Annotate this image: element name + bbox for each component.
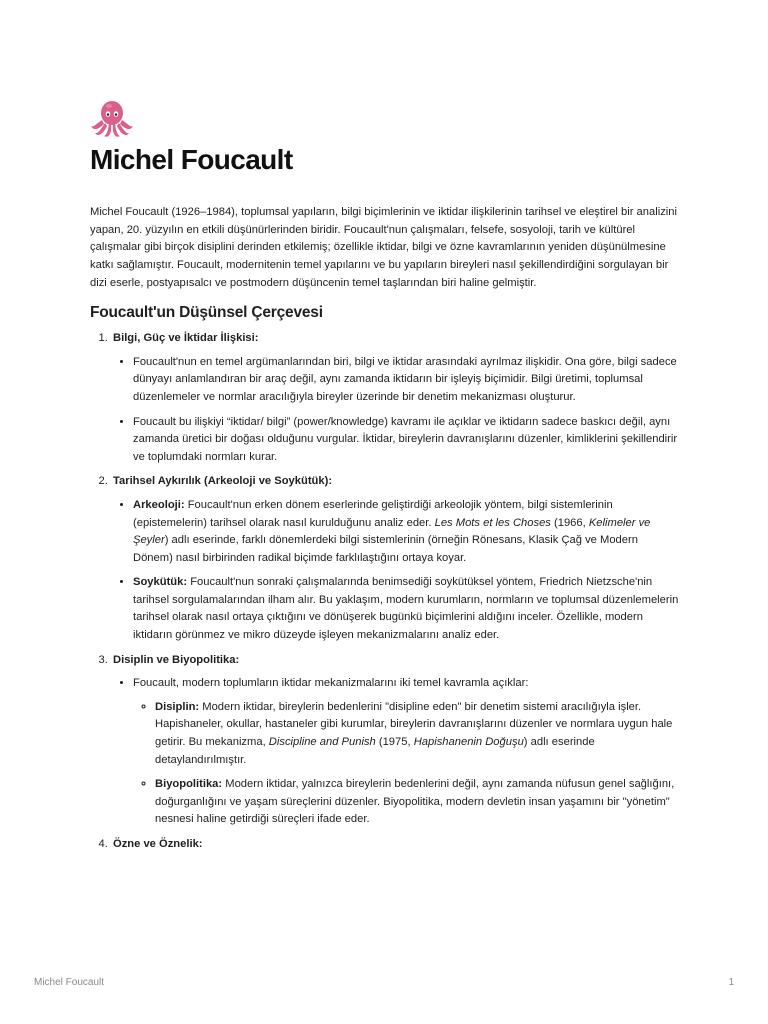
bullet-item	[133, 675, 680, 829]
bullet-text: (1966,	[550, 516, 589, 529]
item-title: 1. Bilgi, Güç ve İktidar İlişkisi:	[113, 332, 259, 345]
bullet-text: (1975,	[375, 736, 414, 749]
bullet-text: Modern iktidar, yalnızca bireylerin bedenlerini değil, aynı zamanda nüfusun genel sağlığını, doğurganlığını ve yaşam süreçlerini düzenler. Biyopolitika, modern devletin insan yaşamını bir "yönetim" nesnesi haline getirdiği süreçleri ifade eder.	[155, 778, 675, 826]
item-title: 2. Tarihsel Aykırılık (Arkeoloji ve Soykütük):	[113, 475, 333, 488]
book-title: Kelimeler ve Şeyler	[133, 516, 651, 547]
list-item	[111, 836, 680, 854]
section-heading: Foucault'un Düşünsel Çerçevesi	[90, 304, 323, 322]
item-title: 3. Disiplin ve Biyopolitika:	[113, 653, 240, 666]
bullet-text: Foucault'nun erken dönem eserlerinde geliştirdiği arkeolojik yöntem, bilgi sistemlerinin (epistemelerin) tarihsel olarak nasıl kurulduğunu analiz eder.	[133, 498, 613, 529]
term-label: Soykütük:	[133, 576, 188, 589]
book-title: Les Mots et les Choses	[434, 516, 551, 529]
numbered-list	[90, 330, 680, 853]
bullet-item	[133, 497, 680, 567]
list-item	[111, 330, 680, 466]
bullet-item: • Foucault bu ilişkiyi “iktidar/ bilgi” (power/knowledge) kavramı ile açıklar ve iktidarın sadece baskıcı değil, aynı zamanda üretici bir doğası olduğunu vurgular. İktidar, bireylerin davranışlarını düzenler, kimliklerini şekillendirir ve toplumdaki normları kurar.	[133, 414, 680, 467]
page-title: Michel Foucault	[90, 144, 293, 175]
term-label: Disiplin:	[155, 700, 200, 713]
intro-paragraph: Michel Foucault (1926–1984), toplumsal yapıların, bilgi biçimlerinin ve iktidar ilişkilerinin tarihsel ve eleştirel bir analizini yapan, 20. yüzyılın en etkili düşünürlerinden biridir. Foucault'nun çalışmaları, felsefe, sosyoloji, tarih ve kültürel çalışmalar gibi birçok disiplini derinden etkilemiş; özellikle iktidar, bilgi ve özne kavramlarının yeniden düşünülmesine katkı sağlamıştır. Foucault, modernitenin temel yapılarını ve bu yapıların bireyleri nasıl şekillendirdiğini sorgulayan bir dizi eserle, postyapısalcı ve postmodern düşüncenin temel taşlarından biri haline gelmiştir.	[90, 206, 677, 289]
page-footer	[34, 977, 734, 988]
bullet-list	[113, 497, 680, 645]
bullet-text: Foucault, modern toplumların iktidar mekanizmalarını iki temel kavramla açıklar:	[133, 677, 529, 690]
bullet-item	[133, 574, 680, 644]
bullet-text: ) adlı eserinde detaylandırılmıştır.	[155, 736, 595, 766]
item-title: 4. Özne ve Öznelik:	[113, 838, 203, 850]
sub-bullet-item	[155, 699, 680, 769]
document-page	[90, 98, 680, 860]
bullet-text: Modern iktidar, bireylerin bedenlerini "disipline eden" bir denetim sistemi aracılığıyla işler. Hapishaneler, okullar, hastaneler gibi kurumlar, bireylerin davranışlarını düzenler ve normlara uygun hale getirir. Bu mekanizma,	[155, 700, 673, 749]
term-label: Arkeoloji:	[133, 498, 185, 511]
bullet-item: • Foucault'nun en temel argümanlarından biri, bilgi ve iktidar arasındaki ayrılmaz ilişkidir. Ona göre, bilgi sadece dünyayı anlamlandıran bir araç değil, aynı zamanda iktidarın bir işleyiş biçimidir. Bilgi üretimi, toplumsal düzenlemeler ve normlar aracılığıyla bireyler üzerinde bir denetim mekanizması oluşturur.	[133, 354, 680, 407]
book-title: Discipline and Punish	[268, 736, 376, 749]
sub-bullet-item	[155, 776, 680, 829]
bullet-text: Foucault'nun sonraki çalışmalarında benimsediği soykütüksel yöntem, Friedrich Nietzsche'nin tarihsel sorgulamalarından ilham alır. Bu yaklaşım, modern kurumların, normların ve toplumsal düzenlemelerin tarihsel olarak nasıl ortaya çıktığını ve dönüşerek bugünkü biçimlerini aldığını inceler. Özellikle, modern iktidarın görünmez ve mikro düzeyde işleyen mekanizmalarını analiz eder.	[133, 576, 679, 642]
bullet-list	[113, 354, 680, 467]
sub-bullet-list	[133, 699, 680, 829]
bullet-text: ) adlı eserinde, farklı dönemlerdeki bilgi sistemlerinin (örneğin Rönesans, Klasik Çağ ve Modern Dönem) nasıl birbirinden radikal biçimde farklılaştığını ortaya koyar.	[133, 534, 638, 564]
term-label: Biyopolitika:	[155, 778, 223, 791]
list-item	[111, 652, 680, 829]
page-number: 1	[728, 977, 734, 988]
footer-title: Michel Foucault	[34, 977, 105, 988]
book-title: Hapishanenin Doğuşu	[413, 736, 524, 749]
bullet-list	[113, 675, 680, 829]
octopus-icon	[90, 98, 134, 138]
list-item	[111, 473, 680, 644]
